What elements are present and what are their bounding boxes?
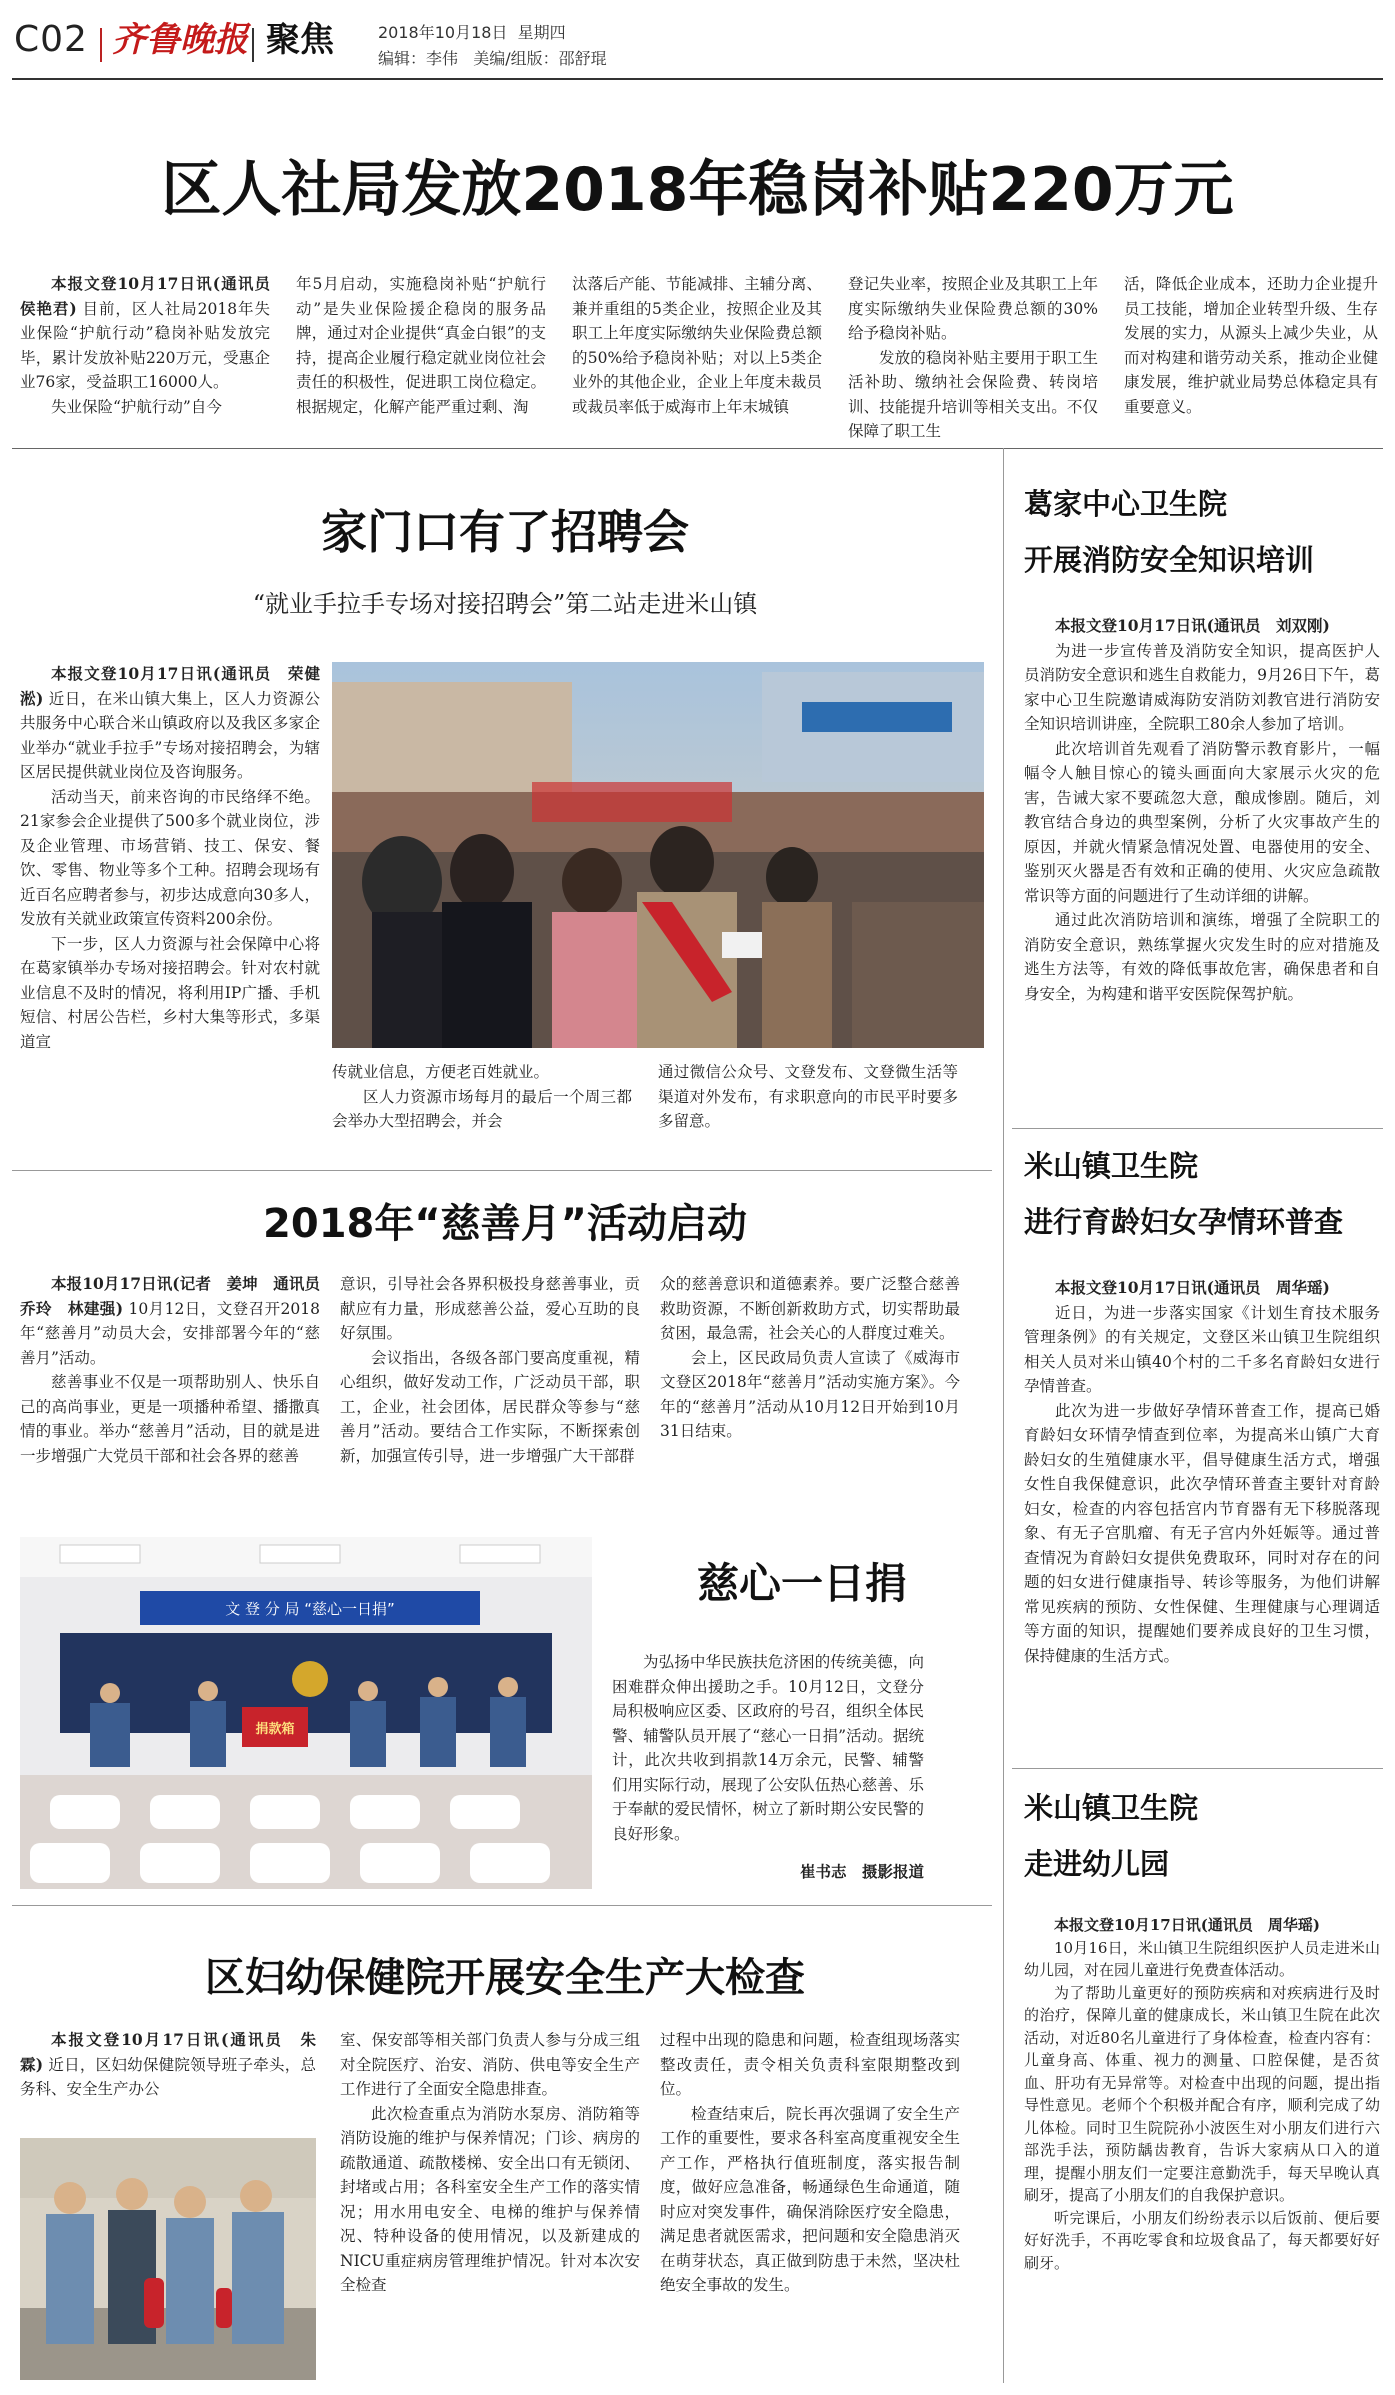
charity-text-3: 意识，引导社会各界积极投身慈善事业，贡献应有力量，形成慈善公益，爱心互助的良好氛围。 <box>340 1275 640 1342</box>
jobfair-text-6: 通过微信公众号、文登发布、文登微生活等渠道对外发布，有求职意向的市民平时要多多留意。 <box>658 1063 958 1130</box>
editor-text: 编辑：李伟 <box>378 49 459 68</box>
mishan2-text-3: 听完课后，小朋友们纷纷表示以后饭前、便后要好好洗手，不再吃零食和垃圾食品了，每天都要好好刷牙。 <box>1024 2208 1380 2272</box>
section-name: 聚焦 <box>266 20 334 60</box>
donation-photo-illustration <box>20 1537 592 1889</box>
gejia-text-3: 通过此次消防培训和演练，增强了全院职工的消防安全意识，熟练掌握火灾发生时的应对措施及逃生方法等，有效的降低事故危害，确保患者和自身安全，为构建和谐平安医院保驾护航。 <box>1024 911 1380 1003</box>
divider <box>1012 1768 1383 1769</box>
jobfair-text-1: 近日，在米山镇大集上，区人力资源公共服务中心联合米山镇政府以及我区多家企业举办“就业手拉手”专场对接招聘会，为辖区居民提供就业岗位及咨询服务。 <box>20 689 320 781</box>
mishan2-title-1: 米山镇卫生院 <box>1024 1791 1199 1825</box>
gejia-title-1: 葛家中心卫生院 <box>1024 487 1228 521</box>
headline-text-4: 登记失业率，按照企业及其职工上年度实际缴纳失业保险费总额的30%给予稳岗补贴。 <box>848 275 1098 342</box>
mishan2-col <box>1024 1914 1380 2274</box>
headline-lead: 本报文登10月17日讯(通讯员 侯艳君) <box>20 274 286 318</box>
jobfair-text-5: 区人力资源市场每月的最后一个周三都会举办大型招聘会，并会 <box>332 1087 632 1130</box>
mishan1-text-1: 近日，为进一步落实国家《计划生育技术服务管理条例》的有关规定，文登区米山镇卫生院组织相关人员对米山镇40个村的二千多名育龄妇女进行孕情普查。 <box>1024 1303 1380 1395</box>
divider <box>12 448 1383 449</box>
mishan1-text-2: 此次为进一步做好孕情环普查工作，提高已婚育龄妇女环情孕情查到位率，为提高米山镇广大育龄妇女的生殖健康水平，倡导健康生活方式，增强女性自我保健意识，此次孕情环普查主要针对育龄妇女，检查的内容包括宫内节育器有无下移脱落现象、有无子宫肌瘤、有无子宫内外妊娠等。通过普查情况为育龄妇女提供免费取环，同时对存在的问题的妇女进行健康指导、转诊等服务，为他们讲解常见疾病的预防、女性保健、生理健康与心理调适等方面的知识，提醒她们要养成良好的卫生习惯，保持健康的生活方式。 <box>1024 1401 1380 1665</box>
safety-text-4: 过程中出现的隐患和问题，检查组现场落实整改责任，责令相关负责科室限期整改到位。 <box>660 2031 960 2098</box>
headline-col-3 <box>572 272 822 419</box>
masthead-rule <box>12 78 1383 80</box>
donation-box-label: 捐款箱 <box>255 1722 295 1737</box>
gejia-title-2: 开展消防安全知识培训 <box>1024 543 1315 577</box>
charity-lead: 本报10月17日讯(记者 姜坤 通讯员 乔玲 林建强) <box>20 1274 336 1318</box>
donation-photo <box>20 1537 592 1889</box>
jobfair-subtitle: “就业手拉手专场对接招聘会”第二站走进米山镇 <box>252 590 758 618</box>
safety-lead: 本报文登10月17日讯(通讯员 朱霖) <box>20 2030 316 2074</box>
safety-text-2: 室、保安部等相关部门负责人参与分成三组对全院医疗、治安、消防、供电等安全生产工作进行了全面安全隐患排查。 <box>340 2031 640 2098</box>
headline-col-5 <box>1124 272 1378 419</box>
jobfair-lead: 本报文登10月17日讯(通讯员 荣健淞) <box>20 664 320 708</box>
mishan2-lead: 本报文登10月17日讯(通讯员 周华瑶) <box>1054 1916 1320 1934</box>
safety-text-3: 此次检查重点为消防水泵房、消防箱等消防设施的维护与保养情况；门诊、病房的疏散通道、疏散楼梯、安全出口有无锁闭、封堵或占用；各科室安全生产工作的落实情况；用水用电安全、电梯的维护与保养情况、特种设备的使用情况，以及新建成的NICU重症病房管理维护情况。针对本次安全检查 <box>340 2104 640 2294</box>
divider <box>12 1170 992 1171</box>
date-text: 2018年10月18日 <box>378 23 508 42</box>
mishan1-title-2: 进行育龄妇女孕情环普查 <box>1024 1205 1344 1239</box>
charity-text-5: 众的慈善意识和道德素养。要广泛整合慈善救助资源，不断创新救助方式，切实帮助最贫困，最急需，社会关心的人群度过难关。 <box>660 1275 960 1342</box>
headline-text-1b: 失业保险“护航行动”自今 <box>51 397 222 416</box>
donation-title: 慈心一日捐 <box>696 1559 907 1608</box>
newspaper-logo: 齐鲁晚报 <box>112 20 248 60</box>
weekday-text: 星期四 <box>517 23 566 42</box>
safety-col-1 <box>20 2028 316 2102</box>
donation-banner: 文 登 分 局 “慈心一日捐” <box>225 1600 395 1618</box>
gejia-text-2: 此次培训首先观看了消防警示教育影片，一幅幅令人触目惊心的镜头画面向大家展示火灾的危害，告诫大家不要疏忽大意，酿成惨剧。随后，刘教官结合身边的典型案例，分析了火灾事故产生的原因，并就火情紧急情况处置、电器使用的安全、鉴别灭火器是否有效和正确的使用、火灾应急疏散常识等方面的问题进行了生动详细的讲解。 <box>1024 739 1380 905</box>
safety-col-3 <box>660 2028 960 2298</box>
safety-photo <box>20 2138 316 2380</box>
safety-photo-illustration <box>20 2138 316 2380</box>
safety-text-5: 检查结束后，院长再次强调了安全生产工作的重要性，要求各科室高度重视安全生产工作，严格执行值班制度，落实报告制度，做好应急准备，畅通绿色生命通道，随时应对突发事件，确保消除医疗安全隐患，满足患者就医需求，把问题和安全隐患消灭在萌芽状态，真正做到防患于未然，坚决杜绝安全事故的发生。 <box>660 2104 960 2294</box>
headline-text-5: 活，降低企业成本，还助力企业提升员工技能，增加企业转型升级、生存发展的实力，从源头上减少失业，从而对构建和谐劳动关系，推动企业健康发展，维护就业局势总体稳定具有重要意义。 <box>1124 275 1378 416</box>
jobfair-photo-illustration <box>332 662 984 1048</box>
jobfair-title: 家门口有了招聘会 <box>321 505 689 559</box>
jobfair-text-4: 传就业信息，方便老百姓就业。 <box>332 1063 550 1081</box>
divider <box>1003 448 1004 2383</box>
charity-col-1 <box>20 1272 336 1468</box>
headline-text-3: 汰落后产能、节能减排、主辅分离、兼并重组的5类企业，按照企业及其职工上年度实际缴纳失业保险费总额的50%给予稳岗补贴；对以上5类企业外的其他企业，企业上年度未裁员或裁员率低于威海市上年末城镇 <box>572 275 822 416</box>
mishan2-text-2: 为了帮助儿童更好的预防疾病和对疾病进行及时的治疗，保障儿童的健康成长，米山镇卫生院在此次活动，对近80名儿童进行了身体检查，检查内容有：儿童身高、体重、视力的测量、口腔保健，是否贫血、肝功有无异常等。对检查中出现的问题，提出指导性意见。老师个个积极并配合有序，顺利完成了幼儿体检。同时卫生院院孙小波医生对小朋友们进行六部洗手法，预防龋齿教育，告诉大家病从口入的道理，提醒小朋友们一定要注意勤洗手，每天早晚认真刷牙，提高了小朋友们的自我保护意识。 <box>1024 1983 1380 2204</box>
jobfair-col-1 <box>20 662 320 1054</box>
designer-text: 美编/组版：邵舒琨 <box>473 49 607 68</box>
safety-text-1: 近日，区妇幼保健院领导班子牵头，总务科、安全生产办公 <box>20 2055 316 2098</box>
safety-col-2 <box>340 2028 640 2298</box>
mishan2-title-2: 走进幼儿园 <box>1024 1847 1170 1881</box>
issue-date <box>378 22 566 44</box>
charity-text-1: 10月12日，文登召开2018年“慈善月”动员大会，安排部署今年的“慈善月”活动。 <box>20 1299 320 1367</box>
editor-credits <box>378 48 607 70</box>
masthead-divider <box>252 28 254 62</box>
mishan1-lead: 本报文登10月17日讯(通讯员 周华瑶) <box>1055 1278 1330 1297</box>
charity-text-6: 会上，区民政局负责人宣读了《威海市文登区2018年“慈善月”活动实施方案》。今年的“慈善月”活动从10月12日开始到10月31日结束。 <box>660 1348 960 1440</box>
masthead-divider <box>100 28 102 62</box>
mishan1-title-1: 米山镇卫生院 <box>1024 1149 1199 1183</box>
headline-col-4 <box>848 272 1098 444</box>
headline-col-1 <box>20 272 286 419</box>
headline-text-1: 目前，区人社局2018年失业保险“护航行动”稳岗补贴发放完毕，累计发放补贴220万元，受惠企业76家，受益职工16000人。 <box>20 299 270 391</box>
headline-title: 区人社局发放2018年稳岗补贴220万元 <box>161 155 1234 225</box>
charity-text-4: 会议指出，各级各部门要高度重视，精心组织，做好发动工作，广泛动员干部，职工，企业，社会团体，居民群众等参与“慈善月”活动。要结合工作实际，不断探索创新，加强宣传引导，进一步增强广大干部群 <box>340 1348 640 1465</box>
mishan2-text-1: 10月16日，米山镇卫生院组织医护人员走进米山幼儿园，对在园儿童进行免费查体活动。 <box>1024 1938 1380 1979</box>
headline-col-2 <box>296 272 546 419</box>
gejia-text-1: 为进一步宣传普及消防安全知识，提高医护人员消防安全意识和逃生自救能力，9月26日下午，葛家中心卫生院邀请威海防安消防刘教官进行消防安全知识培训讲座，全院职工80余人参加了培训。 <box>1024 641 1380 733</box>
gejia-lead: 本报文登10月17日讯(通讯员 刘双刚) <box>1055 616 1330 635</box>
headline-text-2: 年5月启动，实施稳岗补贴“护航行动”是失业保险援企稳岗的服务品牌，通过对企业提供“真金白银”的支持，提高企业履行稳定就业岗位社会责任的积极性，促进职工岗位稳定。根据规定，化解产能严重过剩、淘 <box>296 275 546 416</box>
jobfair-text-2: 活动当天，前来咨询的市民络绎不绝。21家参会企业提供了500多个就业岗位，涉及企业管理、市场营销、技工、保安、餐饮、零售、物业等多个工种。招聘会现场有近百名应聘者参与，初步达成意向30多人，发放有关就业政策宣传资料200余份。 <box>20 787 320 928</box>
charity-col-3 <box>660 1272 960 1444</box>
page-number: C02 <box>14 19 88 60</box>
mishan1-col <box>1024 1276 1380 1668</box>
jobfair-col-2 <box>332 1060 632 1134</box>
headline-text-4b: 发放的稳岗补贴主要用于职工生活补助、缴纳社会保险费、转岗培训、技能提升培训等相关支出。不仅保障了职工生 <box>848 348 1098 440</box>
jobfair-photo <box>332 662 984 1048</box>
donation-text: 为弘扬中华民族扶危济困的传统美德，向困难群众伸出援助之手。10月12日，文登分局积极响应区委、区政府的号召，组织全体民警、辅警队员开展了“慈心一日捐”活动。据统计，此次共收到捐款14万余元，民警、辅警们用实际行动，展现了公安队伍热心慈善、乐于奉献的爱民情怀，树立了新时期公安民警的良好形象。 <box>612 1653 924 1843</box>
donation-col <box>612 1650 924 1846</box>
charity-col-2 <box>340 1272 640 1468</box>
divider <box>1012 1128 1383 1129</box>
charity-text-2: 慈善事业不仅是一项帮助别人、快乐自己的高尚事业，更是一项播种希望、播撒真情的事业。举办“慈善月”活动，目的就是进一步增强广大党员干部和社会各界的慈善 <box>20 1373 320 1465</box>
jobfair-col-3 <box>658 1060 958 1134</box>
gejia-col <box>1024 614 1380 1006</box>
divider <box>12 1905 992 1906</box>
donation-credit: 崔书志 摄影报道 <box>799 1862 924 1881</box>
safety-title: 区妇幼保健院开展安全生产大检查 <box>205 1955 805 2001</box>
jobfair-text-3: 下一步，区人力资源与社会保障中心将在葛家镇举办专场对接招聘会。针对农村就业信息不及时的情况，将利用IP广播、手机短信、村居公告栏，乡村大集等形式，多渠道宣 <box>20 934 320 1051</box>
charity-title: 2018年“慈善月”活动启动 <box>263 1201 747 1247</box>
